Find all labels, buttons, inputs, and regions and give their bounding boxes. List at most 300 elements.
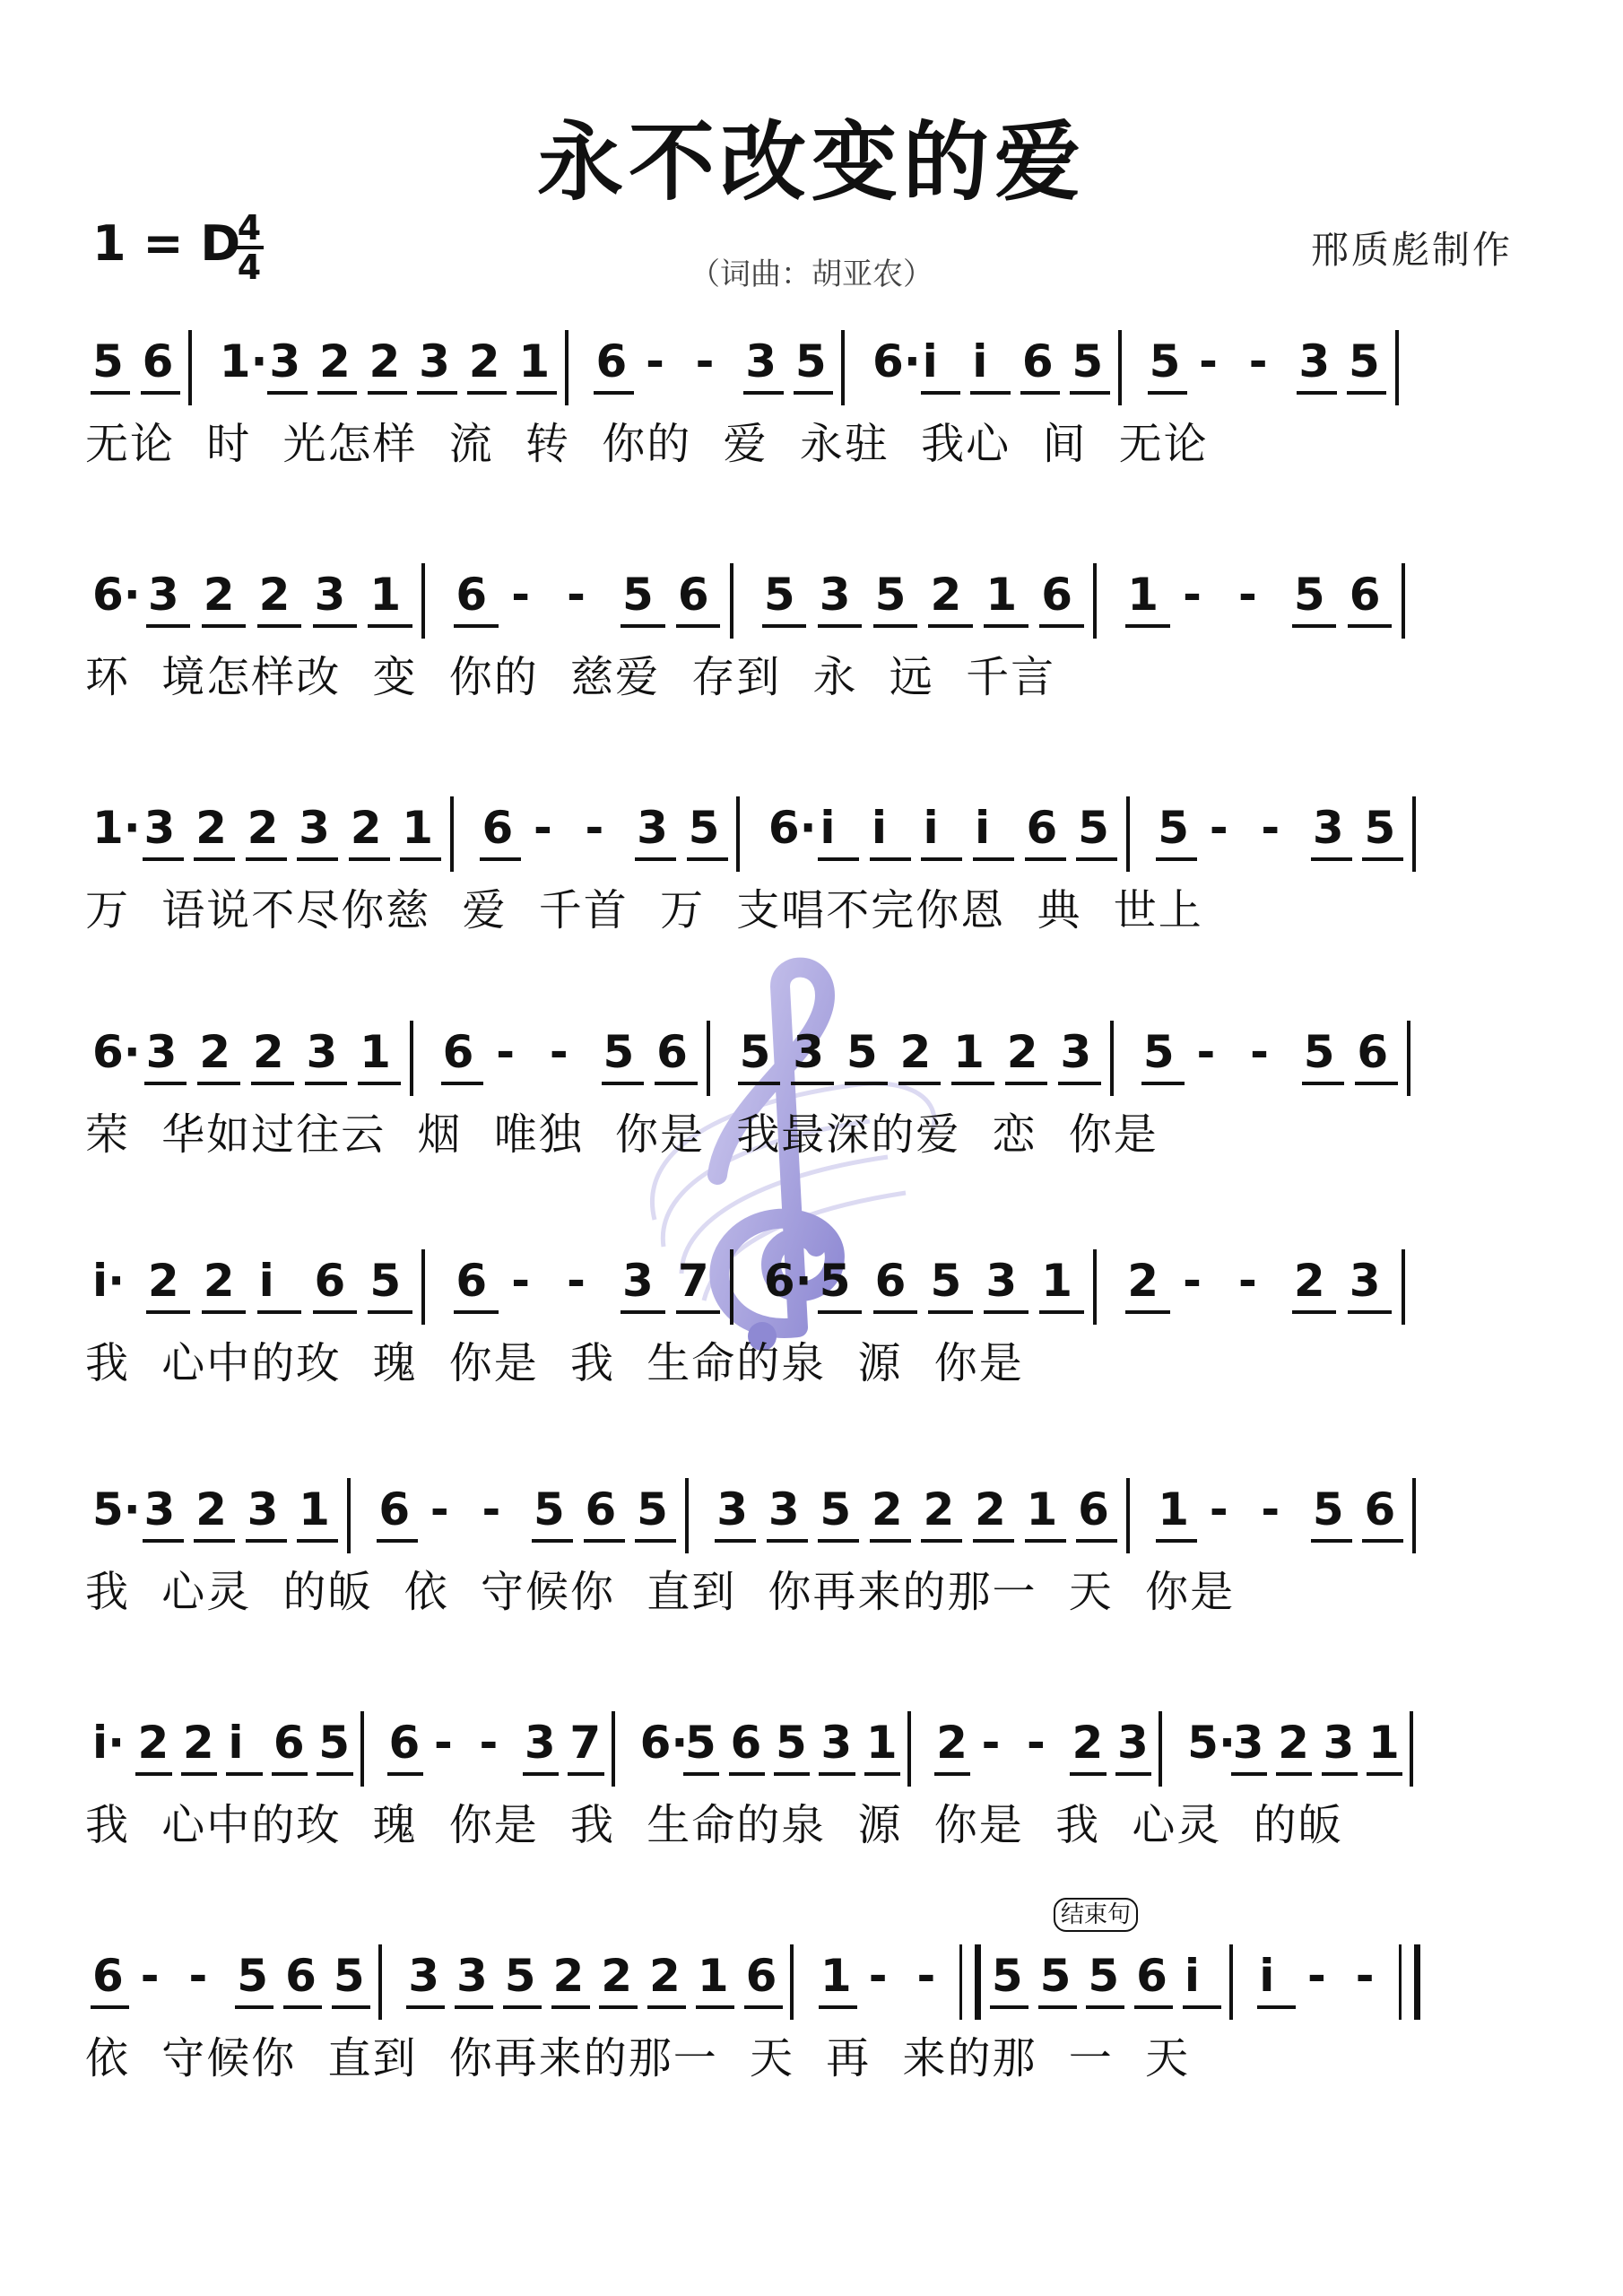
note: 2	[247, 802, 279, 854]
note: 3	[147, 569, 179, 621]
sustain-dash: -	[585, 802, 604, 854]
beam-underline	[417, 391, 456, 395]
beam-underline	[226, 1772, 262, 1776]
note: 3	[768, 1483, 800, 1535]
beam-underline	[400, 857, 441, 861]
note: i	[820, 802, 836, 854]
beam-underline	[317, 1772, 352, 1776]
sustain-dash: -	[1027, 1717, 1046, 1769]
score-system-1	[85, 323, 1556, 538]
beam-underline	[441, 1082, 484, 1085]
beam-underline	[267, 391, 307, 395]
note: 2	[1006, 1026, 1038, 1078]
beam-underline	[1115, 1772, 1151, 1776]
note: 3	[985, 1255, 1018, 1307]
beam-underline	[358, 1082, 401, 1085]
bar-line	[1093, 1249, 1097, 1325]
note: 1	[1158, 1483, 1190, 1535]
beam-underline	[635, 1539, 676, 1543]
note: 6·	[872, 335, 921, 387]
beam-underline	[794, 391, 833, 395]
note: 2	[182, 1717, 214, 1769]
note: 3	[247, 1483, 279, 1535]
note: 3	[820, 1717, 853, 1769]
note: 5	[1312, 1483, 1344, 1535]
beam-underline	[687, 857, 728, 861]
beam-underline	[864, 1772, 900, 1776]
sustain-dash: -	[1209, 1483, 1228, 1535]
sustain-dash: -	[430, 1483, 449, 1535]
note: 3	[524, 1717, 556, 1769]
note: 2	[147, 1255, 179, 1307]
beam-underline	[970, 391, 1010, 395]
note: 6	[677, 569, 709, 621]
note: 1	[1041, 1255, 1073, 1307]
note: 3	[1323, 1717, 1355, 1769]
note: 1	[1127, 569, 1159, 621]
bar-line	[360, 1711, 364, 1787]
beam-underline	[602, 1082, 645, 1085]
beam-underline	[818, 857, 859, 861]
beam-underline	[870, 857, 911, 861]
sustain-dash: -	[646, 335, 664, 387]
note: 6	[745, 1950, 777, 2002]
note: 5	[991, 1950, 1023, 2002]
sustain-dash: -	[511, 1255, 530, 1307]
beam-underline	[551, 2005, 590, 2009]
lyrics-row: 万 语说不尽你慈 爱 千首 万 支唱不完你恩 典 世上	[85, 885, 1203, 935]
sustain-dash: -	[981, 1717, 1001, 1769]
beam-underline	[532, 1539, 573, 1543]
note: 3	[1060, 1026, 1092, 1078]
lyrics-row: 我 心灵 的皈 依 守候你 直到 你再来的那一 天 你是	[85, 1567, 1236, 1617]
beam-underline	[523, 1772, 559, 1776]
beam-underline	[921, 391, 960, 395]
beam-underline	[676, 1310, 721, 1314]
beam-underline	[973, 1539, 1014, 1543]
notes-row	[85, 1013, 1556, 1112]
note: 6	[314, 1255, 346, 1307]
beam-underline	[715, 1539, 756, 1543]
lyrics-row: 荣 华如过往云 烟 唯独 你是 我最深的爱 恋 你是	[85, 1109, 1159, 1160]
beam-underline	[1025, 1539, 1066, 1543]
beam-underline	[1156, 857, 1197, 861]
beam-underline	[647, 2005, 686, 2009]
beam-underline	[313, 624, 358, 628]
note: 5	[1039, 1950, 1072, 2002]
beam-underline	[767, 1539, 808, 1543]
beam-underline	[467, 391, 507, 395]
beam-underline	[635, 857, 676, 861]
beam-underline	[873, 1310, 918, 1314]
note: 2	[552, 1950, 585, 2002]
beam-underline	[984, 1310, 1028, 1314]
beam-underline	[921, 857, 962, 861]
note: 3	[622, 1255, 654, 1307]
note: 2	[871, 1483, 903, 1535]
note: 5	[1088, 1950, 1120, 2002]
beam-underline	[1038, 2005, 1077, 2009]
beam-underline	[235, 2005, 273, 2009]
beam-underline	[1297, 391, 1336, 395]
beam-underline	[197, 1082, 240, 1085]
note: 2	[203, 1255, 235, 1307]
beam-underline	[480, 857, 521, 861]
beam-underline	[873, 624, 918, 628]
bar-line	[736, 796, 740, 872]
note: 5	[1149, 335, 1181, 387]
lyrics-row: 环 境怎样改 变 你的 慈爱 存到 永 远 千言	[85, 652, 1056, 702]
note: 3	[143, 1483, 176, 1535]
notes-row	[85, 1471, 1556, 1570]
beam-underline	[1086, 2005, 1124, 2009]
lyrics-row: 我 心中的玫 瑰 你是 我 生命的泉 源 你是	[85, 1338, 1024, 1388]
note: i·	[92, 1717, 126, 1769]
sustain-dash: -	[916, 1950, 936, 2002]
note: 6	[456, 1255, 488, 1307]
beam-underline	[1292, 624, 1337, 628]
beam-underline	[599, 2005, 638, 2009]
note: 3	[456, 1950, 488, 2002]
beam-underline	[202, 1310, 247, 1314]
note: 5	[775, 1717, 807, 1769]
note: 3	[1349, 1255, 1381, 1307]
beam-underline	[313, 1310, 358, 1314]
note: 3	[306, 1026, 338, 1078]
note: 5	[930, 1255, 962, 1307]
beam-underline	[1362, 1539, 1403, 1543]
note: 5	[603, 1026, 635, 1078]
bar-line	[1110, 1021, 1114, 1096]
note: 2	[930, 569, 962, 621]
note: i	[975, 802, 991, 854]
note: 7	[569, 1717, 602, 1769]
note: 6	[656, 1026, 688, 1078]
beam-underline	[1070, 391, 1109, 395]
note: i	[923, 802, 939, 854]
beam-underline	[683, 1772, 719, 1776]
note: 6	[378, 1483, 411, 1535]
note: 2	[923, 1483, 955, 1535]
sustain-dash: -	[1261, 1483, 1280, 1535]
key-signature: 1 = D	[92, 215, 241, 272]
bar-line	[1229, 1944, 1233, 2020]
beam-underline	[1058, 1082, 1101, 1085]
bar-line	[1402, 1249, 1405, 1325]
beam-underline	[1292, 1310, 1337, 1314]
beam-underline	[91, 2005, 129, 2009]
bar-line	[188, 330, 192, 405]
note: 6	[1136, 1950, 1167, 2002]
beam-underline	[819, 2005, 857, 2009]
bar-line	[907, 1711, 911, 1787]
beam-underline	[1257, 2005, 1296, 2009]
note: 2	[899, 1026, 932, 1078]
sustain-dash: -	[695, 335, 715, 387]
beam-underline	[135, 1772, 171, 1776]
note: 3	[269, 335, 301, 387]
note: 1	[299, 1483, 330, 1535]
sustain-dash: -	[1355, 1950, 1375, 2002]
note: 5	[763, 569, 795, 621]
note: i	[1184, 1950, 1201, 2002]
sustain-dash: -	[549, 1026, 568, 1078]
beam-underline	[246, 1539, 287, 1543]
beam-underline	[1276, 1772, 1312, 1776]
note: 1·	[92, 802, 141, 854]
ending-phrase-marker: 结束句	[1054, 1898, 1138, 1932]
bar-line	[841, 330, 845, 405]
note: 6	[1021, 335, 1054, 387]
bar-line	[1402, 563, 1405, 639]
note: 5	[1348, 335, 1380, 387]
sustain-dash: -	[567, 1255, 586, 1307]
beam-underline	[1005, 1082, 1048, 1085]
beam-underline	[934, 1772, 970, 1776]
note: 2	[195, 1483, 227, 1535]
lyrics-row: 我 心中的玫 瑰 你是 我 生命的泉 源 你是 我 心灵 的皈	[85, 1800, 1343, 1850]
beam-underline	[1347, 391, 1386, 395]
beam-underline	[676, 624, 721, 628]
note: 6	[482, 802, 514, 854]
beam-underline	[272, 1772, 308, 1776]
beam-underline	[332, 2005, 370, 2009]
sustain-dash: -	[1183, 569, 1202, 621]
beam-underline	[297, 857, 338, 861]
note: 2	[1293, 1255, 1325, 1307]
note: 3	[745, 335, 777, 387]
beam-underline	[1148, 391, 1187, 395]
note: 5	[369, 1255, 402, 1307]
sustain-dash: -	[1250, 1026, 1269, 1078]
beam-underline	[503, 2005, 542, 2009]
time-signature-top: 4	[237, 208, 262, 248]
beam-underline	[1025, 857, 1066, 861]
beam-underline	[1348, 624, 1393, 628]
bar-line	[730, 1249, 733, 1325]
note: 6	[730, 1717, 762, 1769]
note: 6	[285, 1950, 317, 2002]
double-bar-line	[959, 1944, 981, 2020]
note: 5	[685, 1717, 716, 1769]
note: 5	[237, 1950, 269, 2002]
beam-underline	[928, 624, 973, 628]
beam-underline	[655, 1082, 698, 1085]
notes-row	[85, 323, 1556, 422]
note: 3	[1312, 802, 1344, 854]
bar-line	[685, 1478, 689, 1553]
bar-line	[421, 563, 425, 639]
note: 6·	[639, 1717, 689, 1769]
note: 6	[388, 1717, 421, 1769]
bar-line	[565, 330, 568, 405]
score-system-2	[85, 556, 1556, 771]
note: 3	[314, 569, 346, 621]
note: 5	[1142, 1026, 1175, 1078]
note: 5	[688, 802, 720, 854]
beam-underline	[1322, 1772, 1358, 1776]
bar-line	[1395, 330, 1399, 405]
bar-line	[421, 1249, 425, 1325]
note: 2	[601, 1950, 633, 2002]
beam-underline	[387, 1772, 423, 1776]
bar-line	[707, 1021, 710, 1096]
note: 5	[534, 1483, 565, 1535]
bar-line	[1126, 796, 1130, 872]
note: 5	[794, 335, 827, 387]
notes-row	[85, 556, 1556, 655]
note: 1	[953, 1026, 985, 1078]
beam-underline	[368, 391, 407, 395]
note: 7	[677, 1255, 709, 1307]
time-signature-bottom: 4	[237, 248, 262, 287]
beam-underline	[819, 1772, 855, 1776]
beam-underline	[1367, 1772, 1402, 1776]
note: 2	[1072, 1717, 1104, 1769]
arranger-credit: 邢质彪制作	[1311, 228, 1514, 272]
beam-underline	[1311, 857, 1352, 861]
note: 2	[195, 802, 227, 854]
note: 1	[865, 1717, 898, 1769]
beam-underline	[305, 1082, 348, 1085]
note: 5	[739, 1026, 771, 1078]
beam-underline	[1156, 1539, 1197, 1543]
beam-underline	[516, 391, 556, 395]
note: 3	[1232, 1717, 1264, 1769]
note: 6	[1078, 1483, 1109, 1535]
note: 1	[369, 569, 402, 621]
bar-line	[347, 1478, 351, 1553]
beam-underline	[1134, 2005, 1173, 2009]
note: 2	[318, 335, 351, 387]
beam-underline	[143, 857, 184, 861]
note: 5	[1158, 802, 1190, 854]
beam-underline	[1039, 1310, 1084, 1314]
beam-underline	[1076, 857, 1117, 861]
beam-underline	[743, 391, 783, 395]
beam-underline	[928, 1310, 973, 1314]
note: i	[972, 335, 988, 387]
beam-underline	[973, 857, 1014, 861]
beam-underline	[454, 624, 499, 628]
beam-underline	[181, 1772, 217, 1776]
beam-underline	[1362, 857, 1403, 861]
note: 6	[1041, 569, 1073, 621]
bar-line	[790, 1944, 794, 2020]
note: 5·	[92, 1483, 141, 1535]
notes-row	[85, 1242, 1556, 1341]
lyrics-row: 无论 时 光怎样 流 转 你的 爱 永驻 我心 间 无论	[85, 419, 1209, 469]
note: 2	[258, 569, 291, 621]
lyrics-row: 依 守候你 直到 你再来的那一 天 再 来的那 一 天	[85, 2033, 1191, 2083]
beam-underline	[251, 1082, 294, 1085]
sustain-dash: -	[482, 1483, 501, 1535]
sustain-dash: -	[1261, 802, 1280, 854]
note: 3	[1298, 335, 1331, 387]
beam-underline	[696, 2005, 734, 2009]
score-system-3	[85, 789, 1556, 1004]
note: 1	[1026, 1483, 1058, 1535]
note: 1	[697, 1950, 729, 2002]
note: 5	[318, 1717, 351, 1769]
note: 2	[649, 1950, 681, 2002]
beam-underline	[1039, 624, 1084, 628]
beam-underline	[297, 1539, 338, 1543]
beam-underline	[146, 1310, 191, 1314]
note: 5	[504, 1950, 536, 2002]
notes-row	[85, 1704, 1556, 1803]
beam-underline	[818, 1539, 859, 1543]
beam-underline	[921, 1539, 962, 1543]
beam-underline	[568, 1772, 603, 1776]
note: 3	[637, 802, 668, 854]
bar-line	[1412, 1478, 1416, 1553]
sustain-dash: -	[1209, 802, 1228, 854]
sustain-dash: -	[534, 802, 552, 854]
sustain-dash: -	[1307, 1950, 1326, 2002]
beam-underline	[349, 857, 390, 861]
beam-underline	[202, 624, 247, 628]
beam-underline	[141, 391, 180, 395]
note: 6	[142, 335, 174, 387]
score-system-7	[85, 1704, 1556, 1919]
note: 1	[402, 802, 434, 854]
note: 3	[819, 569, 851, 621]
beam-underline	[1070, 1772, 1106, 1776]
note: 2	[936, 1717, 968, 1769]
note: 6	[442, 1026, 474, 1078]
note: 5	[819, 1255, 851, 1307]
note: 5	[1293, 569, 1325, 621]
beam-underline	[818, 1310, 863, 1314]
beam-underline	[594, 391, 633, 395]
beam-underline	[317, 391, 357, 395]
note: 6·	[763, 1255, 812, 1307]
note: i·	[92, 1255, 126, 1307]
note: 6·	[768, 802, 817, 854]
note: 5	[1078, 802, 1109, 854]
note: 5	[333, 1950, 365, 2002]
beam-underline	[621, 1310, 665, 1314]
bar-line	[1410, 1711, 1413, 1787]
note: 1	[985, 569, 1018, 621]
note: 1	[518, 335, 551, 387]
note: 6	[595, 335, 628, 387]
note: 2	[975, 1483, 1006, 1535]
note: 6	[585, 1483, 617, 1535]
note: 6	[273, 1717, 305, 1769]
beam-underline	[1183, 2005, 1221, 2009]
note: 2	[1278, 1717, 1309, 1769]
beam-underline	[870, 1539, 911, 1543]
note: 5	[1072, 335, 1104, 387]
beam-underline	[257, 624, 302, 628]
beam-underline	[143, 1539, 184, 1543]
bar-line	[1412, 796, 1416, 872]
note: 5	[622, 569, 654, 621]
note: 2	[350, 802, 382, 854]
beam-underline	[246, 857, 287, 861]
sustain-dash: -	[567, 569, 586, 621]
note: i	[871, 802, 888, 854]
bar-line	[730, 563, 733, 639]
score-system-5	[85, 1242, 1556, 1457]
beam-underline	[368, 624, 412, 628]
note: 2	[203, 569, 235, 621]
notes-row	[85, 1901, 1556, 2036]
beam-underline	[951, 1082, 994, 1085]
note: 6·	[92, 569, 141, 621]
